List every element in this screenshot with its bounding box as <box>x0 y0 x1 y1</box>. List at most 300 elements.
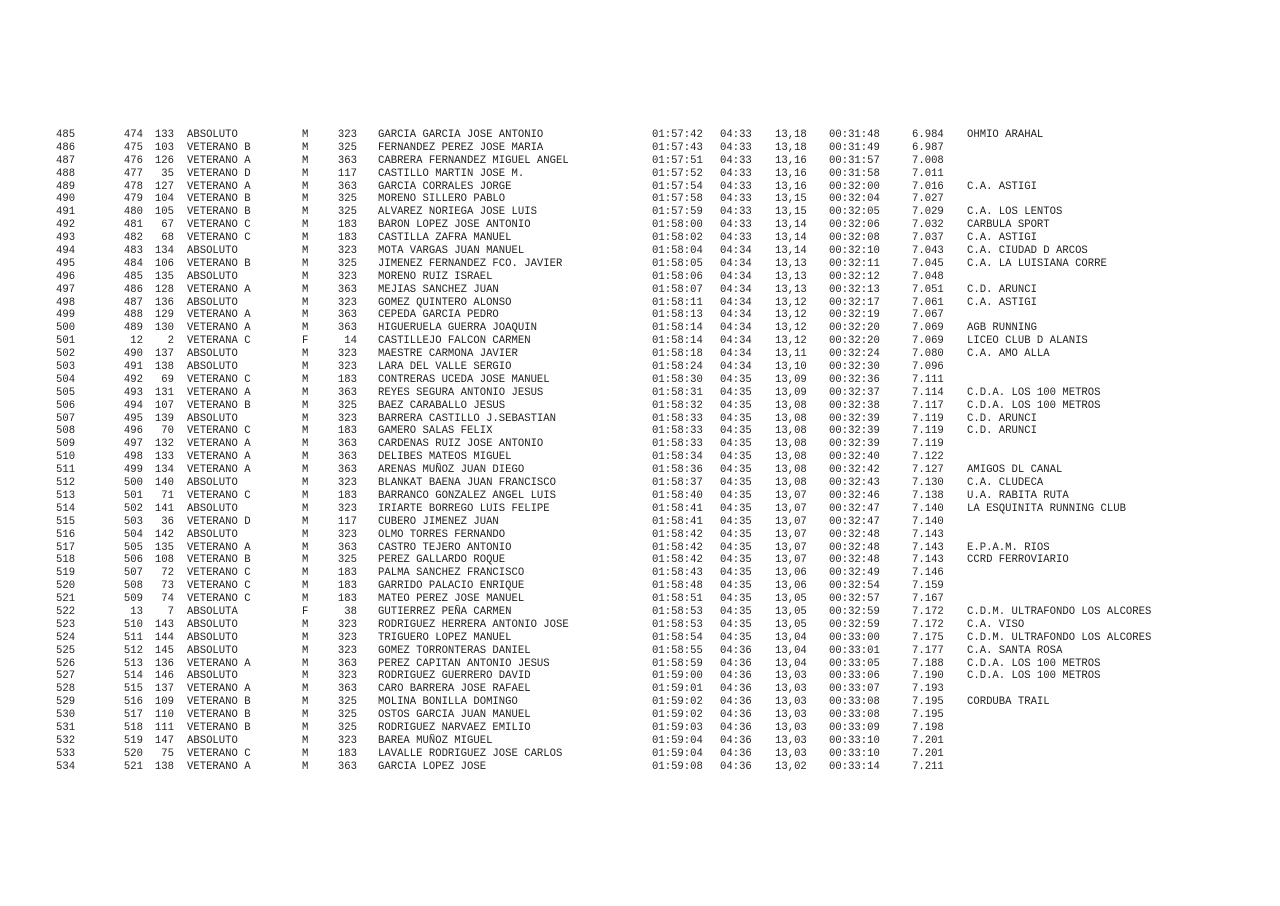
pace-cell: 04:34 <box>720 309 752 322</box>
speed-cell: 13,14 <box>775 232 807 245</box>
club-cell: C.D. ARUNCI <box>967 425 1037 438</box>
table-row <box>0 400 1280 413</box>
table-row <box>0 542 1280 555</box>
runner-name-cell: OSTOS GARCIA JUAN MANUEL <box>378 709 531 722</box>
time-gap-cell: 00:32:10 <box>829 245 880 258</box>
time-gap-cell: 00:32:39 <box>829 425 880 438</box>
finish-time-cell: 01:59:00 <box>652 670 703 683</box>
speed-cell: 13,04 <box>775 631 807 644</box>
finish-time-cell: 01:58:32 <box>652 399 703 412</box>
overall-position-cell: 488 <box>56 167 76 180</box>
gender-position-cell: 495 <box>123 412 143 425</box>
finish-time-cell: 01:58:07 <box>652 283 703 296</box>
table-row <box>0 155 1280 168</box>
pace-cell: 04:36 <box>720 760 752 773</box>
runner-name-cell: HIGUERUELA GUERRA JOAQUIN <box>378 322 537 335</box>
runner-name-cell: CASTILLO MARTIN JOSE M. <box>378 167 525 180</box>
overall-position-cell: 499 <box>56 309 76 322</box>
overall-position-cell: 529 <box>56 696 76 709</box>
time-gap-cell: 00:32:05 <box>829 206 880 219</box>
gender-position-cell: 511 <box>123 631 143 644</box>
sex-cell: M <box>302 257 309 270</box>
runner-name-cell: CASTILLA ZAFRA MANUEL <box>378 232 512 245</box>
table-row <box>0 709 1280 722</box>
table-row <box>0 309 1280 322</box>
overall-position-cell: 496 <box>56 270 76 283</box>
gender-position-cell: 498 <box>123 451 143 464</box>
runner-name-cell: BAREA MUÑOZ MIGUEL <box>378 734 493 747</box>
finish-time-cell: 01:58:40 <box>652 489 703 502</box>
club-cell: CARBULA SPORT <box>967 219 1050 232</box>
club-cell: C.A. AMO ALLA <box>967 348 1050 361</box>
finish-time-cell: 01:58:53 <box>652 618 703 631</box>
speed-cell: 13,15 <box>775 206 807 219</box>
points-cell: 7.143 <box>912 541 944 554</box>
points-cell: 7.167 <box>912 593 944 606</box>
overall-position-cell: 507 <box>56 412 76 425</box>
sex-cell: M <box>302 129 309 141</box>
time-gap-cell: 00:32:39 <box>829 412 880 425</box>
overall-position-cell: 520 <box>56 580 76 593</box>
category-count-cell: 325 <box>337 206 357 219</box>
runner-name-cell: CARDENAS RUIZ JOSE ANTONIO <box>378 438 544 451</box>
gender-position-cell: 484 <box>123 257 143 270</box>
club-cell: CCRD FERROVIARIO <box>967 554 1069 567</box>
speed-cell: 13,08 <box>775 412 807 425</box>
speed-cell: 13,05 <box>775 618 807 631</box>
category-position-cell: 7 <box>167 605 174 618</box>
points-cell: 7.029 <box>912 206 944 219</box>
category-position-cell: 132 <box>154 438 174 451</box>
category-position-cell: 72 <box>161 567 174 580</box>
points-cell: 7.111 <box>912 373 944 386</box>
table-row <box>0 361 1280 374</box>
points-cell: 7.043 <box>912 245 944 258</box>
category-cell: VETERANO B <box>187 721 251 734</box>
club-cell: C.D.A. LOS 100 METROS <box>967 670 1101 683</box>
category-cell: ABSOLUTO <box>187 245 238 258</box>
pace-cell: 04:35 <box>720 425 752 438</box>
gender-position-cell: 474 <box>123 129 143 141</box>
time-gap-cell: 00:33:08 <box>829 709 880 722</box>
overall-position-cell: 504 <box>56 373 76 386</box>
category-cell: ABSOLUTO <box>187 129 238 141</box>
points-cell: 7.008 <box>912 154 944 167</box>
category-cell: VETERANO D <box>187 167 251 180</box>
speed-cell: 13,07 <box>775 528 807 541</box>
category-cell: VETERANO B <box>187 206 251 219</box>
runner-name-cell: CABRERA FERNANDEZ MIGUEL ANGEL <box>378 154 569 167</box>
speed-cell: 13,04 <box>775 644 807 657</box>
points-cell: 7.143 <box>912 554 944 567</box>
sex-cell: M <box>302 502 309 515</box>
time-gap-cell: 00:32:54 <box>829 580 880 593</box>
points-cell: 7.067 <box>912 309 944 322</box>
gender-position-cell: 520 <box>123 747 143 760</box>
sex-cell: M <box>302 451 309 464</box>
category-position-cell: 69 <box>161 373 174 386</box>
runner-name-cell: CASTILLEJO FALCON CARMEN <box>378 335 531 348</box>
runner-name-cell: PEREZ GALLARDO ROQUE <box>378 554 506 567</box>
sex-cell: M <box>302 554 309 567</box>
gender-position-cell: 501 <box>123 489 143 502</box>
speed-cell: 13,08 <box>775 477 807 490</box>
pace-cell: 04:33 <box>720 129 752 141</box>
gender-position-cell: 521 <box>123 760 143 773</box>
pace-cell: 04:36 <box>720 670 752 683</box>
speed-cell: 13,08 <box>775 464 807 477</box>
sex-cell: F <box>302 335 309 348</box>
overall-position-cell: 526 <box>56 657 76 670</box>
pace-cell: 04:35 <box>720 451 752 464</box>
finish-time-cell: 01:59:03 <box>652 721 703 734</box>
speed-cell: 13,08 <box>775 438 807 451</box>
table-row <box>0 683 1280 696</box>
speed-cell: 13,14 <box>775 245 807 258</box>
table-row <box>0 129 1280 142</box>
category-cell: ABSOLUTO <box>187 502 238 515</box>
finish-time-cell: 01:58:42 <box>652 528 703 541</box>
category-position-cell: 110 <box>154 709 174 722</box>
finish-time-cell: 01:58:13 <box>652 309 703 322</box>
gender-position-cell: 475 <box>123 141 143 154</box>
gender-position-cell: 510 <box>123 618 143 631</box>
sex-cell: M <box>302 528 309 541</box>
sex-cell: M <box>302 593 309 606</box>
runner-name-cell: GARRIDO PALACIO ENRIQUE <box>378 580 525 593</box>
finish-time-cell: 01:57:51 <box>652 154 703 167</box>
sex-cell: M <box>302 734 309 747</box>
sex-cell: M <box>302 489 309 502</box>
finish-time-cell: 01:58:14 <box>652 322 703 335</box>
pace-cell: 04:35 <box>720 477 752 490</box>
pace-cell: 04:34 <box>720 257 752 270</box>
category-count-cell: 183 <box>337 567 357 580</box>
points-cell: 7.159 <box>912 580 944 593</box>
runner-name-cell: CEPEDA GARCIA PEDRO <box>378 309 499 322</box>
runner-name-cell: ALVAREZ NORIEGA JOSE LUIS <box>378 206 537 219</box>
category-count-cell: 323 <box>337 528 357 541</box>
category-position-cell: 131 <box>154 386 174 399</box>
category-count-cell: 363 <box>337 386 357 399</box>
gender-position-cell: 13 <box>130 605 143 618</box>
speed-cell: 13,06 <box>775 580 807 593</box>
pace-cell: 04:33 <box>720 167 752 180</box>
time-gap-cell: 00:32:48 <box>829 528 880 541</box>
speed-cell: 13,03 <box>775 696 807 709</box>
overall-position-cell: 486 <box>56 141 76 154</box>
category-count-cell: 325 <box>337 709 357 722</box>
overall-position-cell: 519 <box>56 567 76 580</box>
runner-name-cell: MAESTRE CARMONA JAVIER <box>378 348 518 361</box>
finish-time-cell: 01:59:01 <box>652 683 703 696</box>
category-position-cell: 135 <box>154 541 174 554</box>
runner-name-cell: MATEO PEREZ JOSE MANUEL <box>378 593 525 606</box>
overall-position-cell: 497 <box>56 283 76 296</box>
speed-cell: 13,03 <box>775 670 807 683</box>
pace-cell: 04:33 <box>720 154 752 167</box>
sex-cell: M <box>302 644 309 657</box>
speed-cell: 13,06 <box>775 567 807 580</box>
category-position-cell: 139 <box>154 412 174 425</box>
table-row <box>0 284 1280 297</box>
category-cell: VETERANO C <box>187 489 251 502</box>
table-row <box>0 374 1280 387</box>
sex-cell: M <box>302 412 309 425</box>
points-cell: 7.119 <box>912 438 944 451</box>
sex-cell: M <box>302 747 309 760</box>
sex-cell: M <box>302 464 309 477</box>
time-gap-cell: 00:32:57 <box>829 593 880 606</box>
finish-time-cell: 01:58:06 <box>652 270 703 283</box>
finish-time-cell: 01:58:36 <box>652 464 703 477</box>
runner-name-cell: IRIARTE BORREGO LUIS FELIPE <box>378 502 550 515</box>
pace-cell: 04:33 <box>720 180 752 193</box>
gender-position-cell: 488 <box>123 309 143 322</box>
category-cell: VETERANO A <box>187 451 251 464</box>
pace-cell: 04:34 <box>720 270 752 283</box>
gender-position-cell: 491 <box>123 361 143 374</box>
speed-cell: 13,03 <box>775 721 807 734</box>
sex-cell: M <box>302 618 309 631</box>
overall-position-cell: 498 <box>56 296 76 309</box>
gender-position-cell: 513 <box>123 657 143 670</box>
category-cell: ABSOLUTO <box>187 296 238 309</box>
category-position-cell: 129 <box>154 309 174 322</box>
points-cell: 7.193 <box>912 683 944 696</box>
pace-cell: 04:35 <box>720 567 752 580</box>
sex-cell: M <box>302 399 309 412</box>
speed-cell: 13,12 <box>775 309 807 322</box>
table-row <box>0 735 1280 748</box>
sex-cell: M <box>302 683 309 696</box>
category-position-cell: 146 <box>154 670 174 683</box>
table-row <box>0 748 1280 761</box>
pace-cell: 04:36 <box>720 721 752 734</box>
table-row <box>0 387 1280 400</box>
speed-cell: 13,13 <box>775 257 807 270</box>
speed-cell: 13,12 <box>775 335 807 348</box>
runner-name-cell: LAVALLE RODRIGUEZ JOSE CARLOS <box>378 747 563 760</box>
gender-position-cell: 514 <box>123 670 143 683</box>
runner-name-cell: GUTIERREZ PEÑA CARMEN <box>378 605 512 618</box>
club-cell: AGB RUNNING <box>967 322 1037 335</box>
speed-cell: 13,07 <box>775 502 807 515</box>
category-cell: VETERANO B <box>187 554 251 567</box>
category-cell: VETERANO C <box>187 593 251 606</box>
gender-position-cell: 483 <box>123 245 143 258</box>
category-cell: VETERANO A <box>187 309 251 322</box>
table-row <box>0 168 1280 181</box>
points-cell: 7.122 <box>912 451 944 464</box>
sex-cell: M <box>302 232 309 245</box>
category-count-cell: 363 <box>337 180 357 193</box>
sex-cell: M <box>302 670 309 683</box>
gender-position-cell: 485 <box>123 270 143 283</box>
overall-position-cell: 522 <box>56 605 76 618</box>
category-cell: ABSOLUTO <box>187 412 238 425</box>
finish-time-cell: 01:58:37 <box>652 477 703 490</box>
table-row <box>0 606 1280 619</box>
pace-cell: 04:33 <box>720 206 752 219</box>
finish-time-cell: 01:58:00 <box>652 219 703 232</box>
time-gap-cell: 00:33:10 <box>829 734 880 747</box>
overall-position-cell: 508 <box>56 425 76 438</box>
overall-position-cell: 511 <box>56 464 76 477</box>
pace-cell: 04:35 <box>720 464 752 477</box>
pace-cell: 04:35 <box>720 438 752 451</box>
pace-cell: 04:35 <box>720 386 752 399</box>
points-cell: 7.096 <box>912 361 944 374</box>
sex-cell: F <box>302 605 309 618</box>
category-cell: ABSOLUTO <box>187 348 238 361</box>
sex-cell: M <box>302 180 309 193</box>
speed-cell: 13,13 <box>775 283 807 296</box>
runner-name-cell: CASTRO TEJERO ANTONIO <box>378 541 512 554</box>
gender-position-cell: 486 <box>123 283 143 296</box>
pace-cell: 04:36 <box>720 696 752 709</box>
category-position-cell: 133 <box>154 129 174 141</box>
time-gap-cell: 00:31:49 <box>829 141 880 154</box>
club-cell: C.A. ASTIGI <box>967 296 1037 309</box>
finish-time-cell: 01:58:43 <box>652 567 703 580</box>
club-cell: C.D.A. LOS 100 METROS <box>967 657 1101 670</box>
category-position-cell: 111 <box>154 721 174 734</box>
category-position-cell: 140 <box>154 477 174 490</box>
overall-position-cell: 528 <box>56 683 76 696</box>
time-gap-cell: 00:33:14 <box>829 760 880 773</box>
speed-cell: 13,11 <box>775 348 807 361</box>
category-cell: VETERANO A <box>187 438 251 451</box>
runner-name-cell: MOLINA BONILLA DOMINGO <box>378 696 518 709</box>
category-count-cell: 363 <box>337 683 357 696</box>
time-gap-cell: 00:32:06 <box>829 219 880 232</box>
gender-position-cell: 480 <box>123 206 143 219</box>
gender-position-cell: 507 <box>123 567 143 580</box>
category-count-cell: 14 <box>344 335 357 348</box>
overall-position-cell: 533 <box>56 747 76 760</box>
runner-name-cell: LARA DEL VALLE SERGIO <box>378 361 512 374</box>
category-position-cell: 126 <box>154 154 174 167</box>
category-cell: VETERANO C <box>187 219 251 232</box>
speed-cell: 13,09 <box>775 386 807 399</box>
club-cell: C.D. ARUNCI <box>967 283 1037 296</box>
points-cell: 6.984 <box>912 129 944 141</box>
speed-cell: 13,07 <box>775 541 807 554</box>
club-cell: OHMIO ARAHAL <box>967 129 1044 141</box>
points-cell: 7.048 <box>912 270 944 283</box>
speed-cell: 13,12 <box>775 322 807 335</box>
gender-position-cell: 496 <box>123 425 143 438</box>
category-position-cell: 147 <box>154 734 174 747</box>
overall-position-cell: 494 <box>56 245 76 258</box>
time-gap-cell: 00:32:43 <box>829 477 880 490</box>
points-cell: 7.051 <box>912 283 944 296</box>
pace-cell: 04:36 <box>720 734 752 747</box>
overall-position-cell: 509 <box>56 438 76 451</box>
speed-cell: 13,05 <box>775 605 807 618</box>
category-count-cell: 323 <box>337 245 357 258</box>
overall-position-cell: 534 <box>56 760 76 773</box>
pace-cell: 04:35 <box>720 541 752 554</box>
finish-time-cell: 01:58:41 <box>652 515 703 528</box>
table-row <box>0 516 1280 529</box>
gender-position-cell: 508 <box>123 580 143 593</box>
category-cell: VETERANO B <box>187 709 251 722</box>
points-cell: 7.190 <box>912 670 944 683</box>
points-cell: 7.140 <box>912 515 944 528</box>
finish-time-cell: 01:57:52 <box>652 167 703 180</box>
category-cell: ABSOLUTO <box>187 631 238 644</box>
category-cell: VETERANO A <box>187 683 251 696</box>
finish-time-cell: 01:58:18 <box>652 348 703 361</box>
sex-cell: M <box>302 219 309 232</box>
category-position-cell: 103 <box>154 141 174 154</box>
category-count-cell: 325 <box>337 193 357 206</box>
speed-cell: 13,16 <box>775 154 807 167</box>
runner-name-cell: GARCIA LOPEZ JOSE <box>378 760 487 773</box>
time-gap-cell: 00:32:37 <box>829 386 880 399</box>
points-cell: 7.195 <box>912 696 944 709</box>
category-count-cell: 183 <box>337 593 357 606</box>
club-cell: LICEO CLUB D ALANIS <box>967 335 1088 348</box>
sex-cell: M <box>302 477 309 490</box>
time-gap-cell: 00:32:19 <box>829 309 880 322</box>
points-cell: 7.175 <box>912 631 944 644</box>
table-row <box>0 142 1280 155</box>
category-count-cell: 183 <box>337 232 357 245</box>
category-count-cell: 325 <box>337 554 357 567</box>
gender-position-cell: 482 <box>123 232 143 245</box>
time-gap-cell: 00:32:59 <box>829 605 880 618</box>
gender-position-cell: 504 <box>123 528 143 541</box>
category-cell: VETERANO C <box>187 747 251 760</box>
overall-position-cell: 487 <box>56 154 76 167</box>
speed-cell: 13,07 <box>775 489 807 502</box>
speed-cell: 13,18 <box>775 129 807 141</box>
finish-time-cell: 01:58:05 <box>652 257 703 270</box>
points-cell: 7.143 <box>912 528 944 541</box>
runner-name-cell: DELIBES MATEOS MIGUEL <box>378 451 512 464</box>
club-cell: C.A. CLUDECA <box>967 477 1044 490</box>
table-row <box>0 477 1280 490</box>
table-row <box>0 335 1280 348</box>
category-position-cell: 35 <box>161 167 174 180</box>
category-cell: VETERANO B <box>187 696 251 709</box>
category-cell: VETERANO C <box>187 425 251 438</box>
category-position-cell: 134 <box>154 245 174 258</box>
table-row <box>0 206 1280 219</box>
category-position-cell: 104 <box>154 193 174 206</box>
overall-position-cell: 490 <box>56 193 76 206</box>
table-row <box>0 761 1280 774</box>
gender-position-cell: 479 <box>123 193 143 206</box>
table-row <box>0 451 1280 464</box>
time-gap-cell: 00:33:06 <box>829 670 880 683</box>
category-position-cell: 144 <box>154 631 174 644</box>
pace-cell: 04:35 <box>720 618 752 631</box>
category-count-cell: 325 <box>337 257 357 270</box>
finish-time-cell: 01:59:04 <box>652 747 703 760</box>
pace-cell: 04:34 <box>720 348 752 361</box>
runner-name-cell: BARRANCO GONZALEZ ANGEL LUIS <box>378 489 557 502</box>
gender-position-cell: 476 <box>123 154 143 167</box>
finish-time-cell: 01:58:55 <box>652 644 703 657</box>
overall-position-cell: 521 <box>56 593 76 606</box>
category-cell: ABSOLUTO <box>187 477 238 490</box>
points-cell: 7.117 <box>912 399 944 412</box>
pace-cell: 04:35 <box>720 412 752 425</box>
